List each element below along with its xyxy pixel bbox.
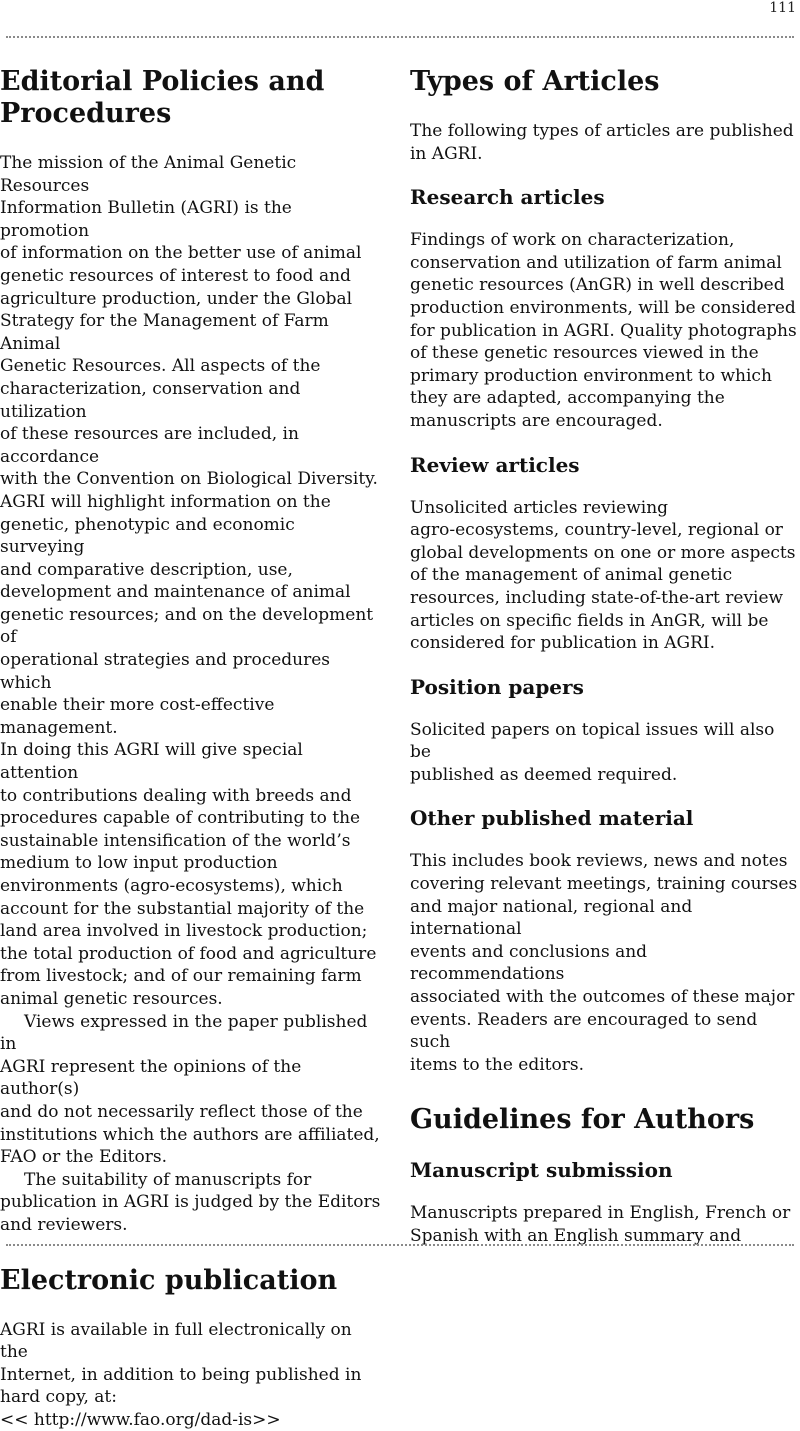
bottom-dotted-rule <box>6 1244 794 1246</box>
position-papers-heading: Position papers <box>410 675 798 699</box>
other-published-material-heading: Other published material <box>410 806 798 830</box>
manuscript-submission-paragraph: Manuscripts prepared in English, French or Spanish with an English summary and <box>410 1202 798 1247</box>
right-column <box>410 66 798 1248</box>
research-articles-heading: Research articles <box>410 185 798 209</box>
electronic-publication-paragraph: AGRI is available in full electronically on the Internet, in addition to being published in hard copy, at: << http://www.fao.org/dad-is>> <box>0 1319 384 1431</box>
views-paragraph: Views expressed in the paper published in AGRI represent the opinions of the author(s) and do not necessarily reflect those of the institutions which the authors are affiliated, FAO or the Editors. <box>0 1011 384 1169</box>
page-number: 111 <box>769 0 796 16</box>
research-articles-paragraph: Findings of work on characterization, conservation and utilization of farm animal genetic resources (AnGR) in well described production environments, will be considered for publication in AGRI. Quality photographs of these genetic resources viewed in the primary production environment to which they are adapted, accompanying the manuscripts are encouraged. <box>410 229 798 432</box>
guidelines-for-authors-heading: Guidelines for Authors <box>410 1104 798 1136</box>
other-published-material-paragraph: This includes book reviews, news and notes covering relevant meetings, training courses and major national, regional and international events and conclusions and recommendations associated with the outcomes of these major events. Readers are encouraged to send such items to the editors. <box>410 850 798 1076</box>
mission-paragraph: The mission of the Animal Genetic Resources Information Bulletin (AGRI) is the promotion of information on the better use of animal genetic resources of interest to food and agriculture production, under the Global Strategy for the Management of Farm Animal Genetic Resources. All aspects of the characterization, conservation and utilization of these resources are included, in accordance with the Convention on Biological Diversity. AGRI will highlight information on the genetic, phenotypic and economic surveying and comparative description, use, development and maintenance of animal genetic resources; and on the development of operational strategies and procedures which enable their more cost-effective management. In doing this AGRI will give special attention to contributions dealing with breeds and procedures capable of contributing to the sustainable intensification of the world’s medium to low input production environments (agro-ecosystems), which account for the substantial majority of the land area involved in livestock production; the total production of food and agriculture from livestock; and of our remaining farm animal genetic resources. <box>0 152 384 1011</box>
position-papers-paragraph: Solicited papers on topical issues will also be published as deemed required. <box>410 719 798 787</box>
types-intro-paragraph: The following types of articles are published in AGRI. <box>410 120 798 165</box>
editorial-policies-heading: Editorial Policies and Procedures <box>0 66 384 130</box>
manuscript-submission-heading: Manuscript submission <box>410 1158 798 1182</box>
review-articles-heading: Review articles <box>410 453 798 477</box>
types-of-articles-heading: Types of Articles <box>410 66 798 98</box>
suitability-paragraph: The suitability of manuscripts for publication in AGRI is judged by the Editors and reviewers. <box>0 1169 384 1237</box>
left-column <box>0 66 384 1431</box>
top-dotted-rule <box>6 36 794 38</box>
review-articles-paragraph: Unsolicited articles reviewing agro-ecosystems, country-level, regional or global developments on one or more aspects of the management of animal genetic resources, including state-of-the-art review articles on specific fields in AnGR, will be considered for publication in AGRI. <box>410 497 798 655</box>
electronic-publication-heading: Electronic publication <box>0 1265 384 1297</box>
